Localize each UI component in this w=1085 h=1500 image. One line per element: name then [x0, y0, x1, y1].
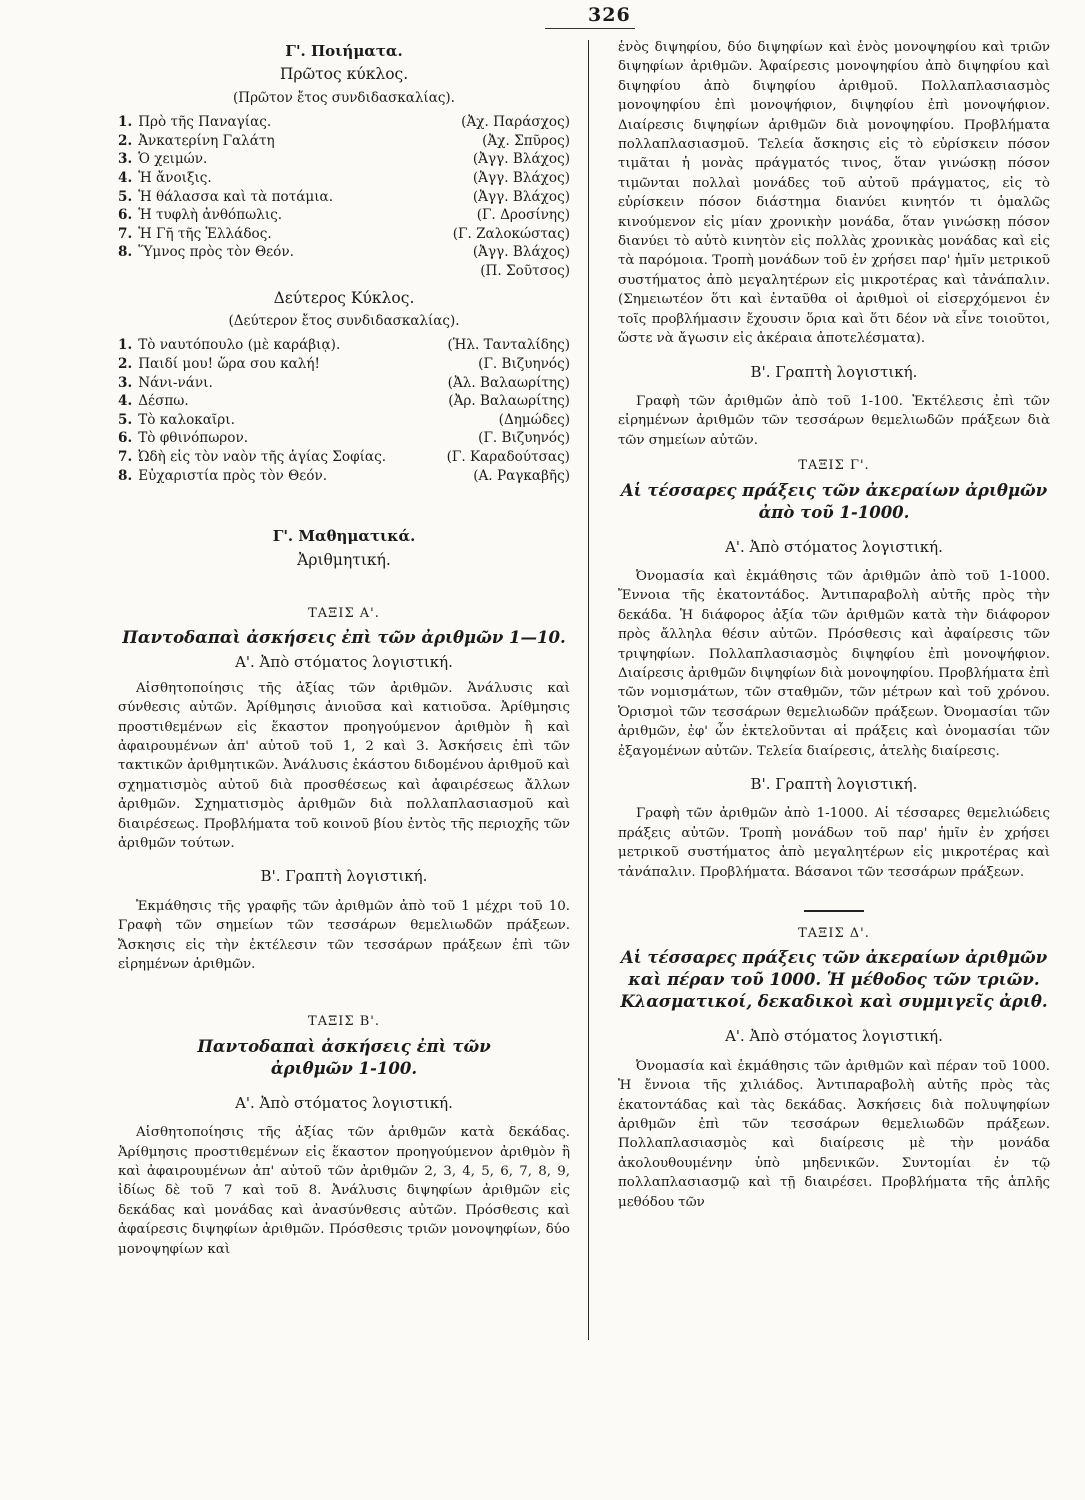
taxis-b-heading: ΤΑΞΙΣ Β'. — [308, 1014, 380, 1030]
poem-title: Εὐχαριστία πρὸς τὸν Θεόν. — [138, 467, 328, 484]
cycle1-poem-list — [118, 113, 570, 280]
poem-author: (Π. Σοῦτσος) — [480, 262, 570, 279]
taxis-a-heading: ΤΑΞΙΣ Α'. — [308, 605, 380, 621]
poem-author: (Ἀγγ. Βλάχος) — [472, 170, 570, 186]
left-column — [118, 38, 570, 1263]
poem-number: 4. — [118, 393, 133, 410]
section-poems-heading: Γ'. Ποιήματα. — [285, 42, 403, 60]
poem-title: Ἀνκατερίνη Γαλάτη — [138, 132, 275, 149]
taxis-b-written-heading: Β'. Γραπτὴ λογιστική. — [750, 362, 918, 381]
taxis-b-written-text: Γραφὴ τῶν ἀριθμῶν ἀπὸ τοῦ 1-100. Ἐκτέλεσις ἐπὶ τῶν εἰρημένων ἀριθμῶν τῶν τεσσάρων θεμελιωδῶν πράξεων διὰ τῶν σημείων αὐτῶν. — [618, 393, 1050, 448]
poem-number: 2. — [118, 355, 133, 372]
cycle2-poem-item — [118, 429, 570, 448]
taxis-g-heading: ΤΑΞΙΣ Γ'. — [798, 458, 870, 474]
taxis-g-title: Αἱ τέσσαρες πράξεις τῶν ἀκεραίων ἀριθμῶν ἀπὸ τοῦ 1-1000. — [620, 480, 1048, 522]
cycle2-poem-item — [118, 374, 570, 393]
cycle2-poem-item — [118, 392, 570, 411]
poem-title: Ἡ τυφλὴ ἀνθόπωλις. — [138, 207, 283, 224]
poem-number: 7. — [118, 448, 133, 465]
taxis-d-heading: ΤΑΞΙΣ Δ'. — [798, 926, 870, 942]
poem-title: Ὕμνος πρὸς τὸν Θεόν. — [138, 244, 294, 261]
header-rule — [545, 28, 635, 29]
poem-author: (Ἀλ. Βαλαωρίτης) — [447, 374, 570, 391]
taxis-d-title: Αἱ τέσσαρες πράξεις τῶν ἀκεραίων ἀριθμῶν καὶ πέραν τοῦ 1000. Ἡ μέθοδος τῶν τριῶν. Κλασματικοί, δεκαδικοὶ καὶ συμμιγεῖς ἀριθ. — [620, 948, 1048, 1012]
poem-author: (Γ. Ζαλοκώστας) — [452, 225, 570, 242]
cycle1-poem-item — [118, 188, 570, 207]
taxis-a-written-heading: Β'. Γραπτὴ λογιστική. — [260, 867, 428, 886]
poem-number: 2. — [118, 132, 133, 149]
taxis-b-oral-heading: Α'. Ἀπὸ στόματος λογιστική. — [235, 1093, 453, 1112]
taxis-b-oral-text: Αἰσθητοποίησις τῆς ἀξίας τῶν ἀριθμῶν κατὰ δεκάδας. Ἀρίθμησις προστιθεμένων εἰς ἕκαστον προηγούμενον ἀριθμὸν ἢ καὶ ἀφαιρουμένων ἀπ' αὐτοῦ τῶν ἀριθμῶν 2, 3, 4, 5, 6, 7, 8, 9, ἰδίως δὲ τοῦ 7 καὶ τοῦ 8. Ἀνάλυσις διψηφίων ἀριθμῶν εἰς δεκάδας καὶ μονάδας καὶ ἀνασύνθεσις αὐτῶν. Πρόσθεσις καὶ ἀφαίρεσις διψηφίων ἀριθμῶν. Πρόσθεσις τριῶν μονοψηφίων, δύο μονοψηφίων καὶ — [118, 1125, 570, 1257]
poem-author: (Δημώδες) — [498, 411, 570, 428]
poem-author: (Ἀγγ. Βλάχος) — [472, 188, 570, 205]
arithmetic-heading: Ἀριθμητική. — [297, 550, 391, 569]
column-divider — [588, 40, 589, 1340]
poem-title: Τὸ ναυτόπουλο (μὲ καράβιᾳ). — [138, 337, 341, 354]
taxis-d-oral-text: Ὀνομασία καὶ ἐκμάθησις τῶν ἀριθμῶν καὶ πέραν τοῦ 1000. Ἡ ἔννοια τῆς χιλιάδος. Ἀντιπαραβολὴ αὐτῆς πρὸς τὰς ἑκατοντάδας καὶ τὰς δεκάδας. Ἀσκήσεις διὰ πολυψηφίων ἀριθμῶν ἐπὶ τῶν τεσσάρων θεμελιωδῶν πράξεων. Πολλαπλασιασμὸς καὶ διαίρεσις μὲ τὴν μονάδα ἀκολουθουμένην ὑπὸ μηδενικῶν. Συντομίαι ἐν τῷ πολλαπλασιασμῷ καὶ τῇ διαιρέσει. Προβλήματα τῆς ἁπλῆς μεθόδου τῶν — [618, 1058, 1050, 1210]
taxis-a-title: Παντοδαπαὶ ἀσκήσεις ἐπὶ τῶν ἀριθμῶν 1—10. — [122, 628, 566, 648]
cycle1-subtitle: (Πρῶτον ἔτος συνδιδασκαλίας). — [233, 89, 455, 106]
poem-number: 5. — [118, 188, 133, 205]
poem-number: 6. — [118, 207, 133, 224]
taxis-a-oral-text: Αἰσθητοποίησις τῆς ἀξίας τῶν ἀριθμῶν. Ἀνάλυσις καὶ σύνθεσις αὐτῶν. Ἀρίθμησις ἀνιοῦσα καὶ κατιοῦσα. Ἀρίθμησις προστιθεμένων εἰς ἕκαστον προηγούμενον ἀριθμὸν ἢ καὶ ἀφαιρουμένων ἀπ' αὐτοῦ τοῦ 1, 2 καὶ 3. Ἀσκήσεις ἐπὶ τῶν τακτικῶν ἀριθμητικῶν. Ἀνάλυσις ἑκάστου διδομένου ἀριθμοῦ καὶ σχηματισμὸς αὐτοῦ διὰ προσθέσεως καὶ ἀφαιρέσεως ἄλλων ἀριθμῶν. Σχηματισμὸς ἀριθμῶν διὰ πολλαπλασιασμοῦ καὶ διαιρέσεως. Προβλήματα τοῦ κοινοῦ βίου ἐντὸς τῆς περιοχῆς τῶν ἀριθμῶν τούτων. — [118, 680, 570, 851]
poem-title: Δέσπω. — [138, 393, 189, 410]
taxis-b-oral-continued: ἑνὸς διψηφίου, δύο διψηφίων καὶ ἑνὸς μονοψηφίου καὶ τριῶν διψηφίων ἀριθμῶν. Ἀφαίρεσις μονοψηφίου ἀπὸ διψηφίου καὶ διψηφίου ἀπὸ διψηφίου ἀριθμοῦ. Πολλαπλασιασμὸς μονοψηφίου ἐπὶ μονοψήφιον, διψηφίου ἐπὶ μονοψήφιον. Διαίρεσις διψηφίων ἀριθμῶν διὰ μονοψηφίου. Προβλήματα πολλαπλασιασμοῦ. Τελεία ἄσκησις εἰς τὸ εὑρίσκειν πόσον τιμᾶται ἡ μονὰς πράγματός τινος, ὅταν γινώσκῃ πόσον τιμῶνται πολλαὶ μονάδες τοῦ αὐτοῦ πράγματος, εἰς τὸ εὑρίσκειν πόσον διάστημα διανύει κινητόν τι ὁμαλῶς κινούμενον εἰς μίαν χρονικὴν μονάδα, ὅταν γινώσκῃ πόσον διανύει τὸ αὐτὸ κινητὸν εἰς πολλὰς χρονικὰς μονάδας καὶ εἰς τὰ παρόμοια. Τροπὴ μονάδων τοῦ ἐν χρήσει παρ' ἡμῖν μετρικοῦ συστήματος ἀπὸ μεγαλητέρων εἰς μικροτέρας καὶ τἀνάπαλιν. (Σημειωτέον ὅτι καὶ ἐνταῦθα οἱ ἀριθμοὶ οἱ εἰσερχόμενοι ἐν τοῖς προβλήμασιν ἔχουσιν ὅρια καὶ ὅτι δέον νὰ εἶνε τοιοῦτοι, ὥστε νὰ ἄγωσιν εἰς ἀκέραια ἀποτελέσματα). — [618, 40, 1050, 347]
cycle2-poem-item — [118, 355, 570, 374]
cycle1-poem-item — [118, 206, 570, 225]
cycle2-poem-list — [118, 336, 570, 485]
taxis-g-oral-heading: Α'. Ἀπὸ στόματος λογιστική. — [725, 537, 943, 556]
taxis-g-written-heading: Β'. Γραπτὴ λογιστική. — [750, 775, 918, 793]
cycle1-poem-item — [118, 150, 570, 169]
poem-number: 6. — [118, 430, 133, 447]
taxis-g-written-text: Γραφὴ τῶν ἀριθμῶν ἀπὸ 1-1000. Αἱ τέσσαρες θεμελιώδεις πράξεις αὐτῶν. Τροπὴ μονάδων τοῦ παρ' ἡμῖν ἐν χρήσει μετρικοῦ συστήματος ἀπὸ μεγαλητέρων εἰς μικροτέρας καὶ τἀνάπαλιν. Προβλήματα. Βάσανοι τῶν τεσσάρων πράξεων. — [618, 806, 1050, 880]
page-number: 326 — [588, 4, 631, 26]
cycle2-title: Δεύτερος Κύκλος. — [273, 288, 415, 307]
poem-author: (Ἀρ. Βαλαωρίτης) — [448, 393, 570, 410]
poem-number: 1. — [118, 337, 133, 354]
poem-number: 1. — [118, 114, 133, 131]
cycle2-poem-item — [118, 448, 570, 467]
poem-author: (Ἀγγ. Βλάχος) — [472, 151, 570, 168]
cycle1-poem-item — [118, 113, 570, 132]
cycle2-poem-item — [118, 467, 570, 486]
poem-author: (Ἡλ. Τανταλίδης) — [447, 337, 570, 354]
cycle1-extra-author — [118, 262, 570, 281]
cycle2-subtitle: (Δεύτερον ἔτος συνδιδασκαλίας). — [228, 312, 460, 329]
poem-number: 3. — [118, 151, 133, 168]
poem-title: Ἡ θάλασσα καὶ τὰ ποτάμια. — [138, 188, 334, 205]
cycle2-poem-item — [118, 336, 570, 355]
taxis-d-oral-heading: Α'. Ἀπὸ στόματος λογιστική. — [725, 1027, 943, 1046]
cycle1-poem-item — [118, 169, 570, 188]
poem-number: 4. — [118, 170, 133, 186]
cycle1-title: Πρῶτος κύκλος. — [279, 65, 409, 84]
poem-number: 7. — [118, 225, 133, 242]
poem-title: Πρὸ τῆς Παναγίας. — [138, 114, 272, 131]
poem-title: Ὁ χειμών. — [138, 151, 208, 168]
poem-author: (Γ. Καραδούτσας) — [446, 448, 570, 465]
poem-author: (Ἀχ. Σπῦρος) — [482, 132, 570, 149]
poem-author: (Ἀχ. Παράσχος) — [461, 114, 570, 131]
section-rule — [804, 910, 864, 912]
poem-title: Παιδί μου! ὥρα σου καλή! — [138, 355, 320, 372]
cycle1-poem-item — [118, 225, 570, 244]
poem-author: (Γ. Δροσίνης) — [476, 207, 570, 224]
poem-author: (Ἀγγ. Βλάχος) — [472, 244, 570, 261]
poem-author: (Γ. Βιζυηνός) — [478, 355, 570, 372]
cycle2-poem-item — [118, 411, 570, 430]
poem-number: 8. — [118, 467, 133, 484]
right-column — [618, 38, 1050, 1216]
poem-title: Ἡ ἄνοιξις. — [138, 170, 212, 186]
section-math-heading: Γ'. Μαθηματικά. — [272, 527, 416, 546]
poem-number: 3. — [118, 374, 133, 391]
poem-title: Τὸ φθινόπωρον. — [138, 430, 249, 447]
cycle1-poem-item — [118, 243, 570, 262]
taxis-a-oral-heading: Α'. Ἀπὸ στόματος λογιστική. — [235, 653, 453, 672]
taxis-a-written-text: Ἐκμάθησις τῆς γραφῆς τῶν ἀριθμῶν ἀπὸ τοῦ 1 μέχρι τοῦ 10. Γραφὴ τῶν σημείων τῶν τεσσάρων θεμελιωδῶν πράξεων. Ἄσκησις εἰς τὴν ἐκτέλεσιν τῶν τεσσάρων πράξεων ἐπὶ τῶν εἰρημένων ἀριθμῶν. — [118, 898, 570, 973]
poem-number: 5. — [118, 411, 133, 428]
taxis-g-oral-text: Ὀνομασία καὶ ἐκμάθησις τῶν ἀριθμῶν ἀπὸ τοῦ 1-1000. Ἔννοια τῆς ἑκατοντάδος. Ἀντιπαραβολὴ αὐτῆς πρὸς τὴν δεκάδα. Ἡ διάφορος ἀξία τῶν ἀριθμῶν κατὰ τὴν διάφορον πρὸς ἄλληλα θέσιν αὐτῶν. Πρόσθεσις καὶ ἀφαίρεσις τῶν τριψηφίων. Πολλαπλασιασμὸς διψηφίου ἐπὶ μονοψήφιον. Διαίρεσις ἀριθμῶν διψηφίων διὰ μονοψηφίου. Προβλήματα ἐπὶ τῶν νομισμάτων, τῶν σταθμῶν, τῶν μέτρων καὶ τοῦ χρόνου. Ὁρισμοὶ τῶν τεσσάρων θεμελιωδῶν πράξεων. Ὀνομασίαι τῶν ἀριθμῶν, ἐφ' ὧν ἐκτελοῦνται αἱ πράξεις καὶ ὀνομασίαι τῶν ἐξαγομένων αὐτῶν. Τελεία διαίρεσις, ἀτελὴς διαίρεσις. — [618, 568, 1050, 759]
poem-author: (Α. Ραγκαβῆς) — [473, 467, 570, 484]
poem-title: Ὠδὴ εἰς τὸν ναὸν τῆς ἁγίας Σοφίας. — [138, 448, 387, 465]
taxis-b-title: Παντοδαπαὶ ἀσκήσεις ἐπὶ τῶν ἀριθμῶν 1-100. — [197, 1036, 491, 1078]
poem-author: (Γ. Βιζυηνός) — [478, 430, 570, 447]
poem-title: Νάνι-νάνι. — [138, 374, 213, 391]
poem-title: Τὸ καλοκαῖρι. — [138, 411, 235, 428]
poem-title: Ἡ Γῆ τῆς Ἑλλάδος. — [138, 225, 272, 242]
cycle1-poem-item — [118, 132, 570, 151]
poem-number: 8. — [118, 244, 133, 261]
